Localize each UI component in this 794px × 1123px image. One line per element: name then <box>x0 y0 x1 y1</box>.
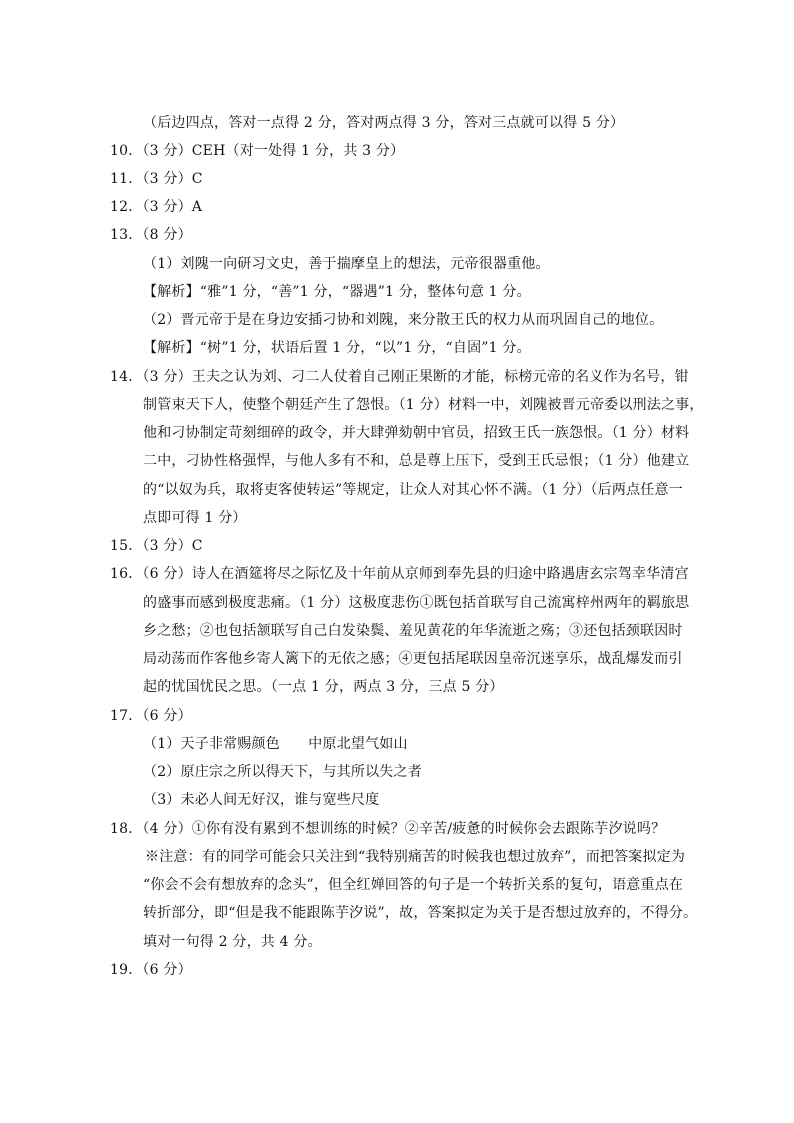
note-line: ※注意：有的同学可能会只关注到“我特别痛苦的时候我也想过放弃”，而把答案拟定为 <box>145 849 686 865</box>
text-line: “你会不会有想放弃的念头”，但全红婵回答的句子是一个转折关系的复句，语意重点在 <box>143 877 684 893</box>
analysis-line: 【解析】“树”1 分，状语后置 1 分，“以”1 分，“自固”1 分。 <box>143 340 531 356</box>
answer-10: 10．（3 分）CEH（对一处得 1 分，共 3 分） <box>110 143 405 159</box>
answer-11: 11．（3 分）C <box>110 171 203 187</box>
analysis-line: 【解析】“雅”1 分，“善”1 分，“器遇”1 分，整体句意 1 分。 <box>143 284 531 300</box>
text-line: 二中，刁协性格强悍，与他人多有不和，总是尊上压下，受到王氏忌恨；（1 分）他建立 <box>143 453 690 469</box>
text-line: 乡之愁；②也包括颔联写自己白发染鬓、羞见黄花的年华流逝之殇；③还包括颈联因时 <box>143 623 683 639</box>
text-line: （1）天子非常赐颜色 中原北望气如山 <box>143 736 408 752</box>
text-line: （1）刘隗一向研习文史，善于揣摩皇上的想法，元帝很器重他。 <box>143 256 550 272</box>
text-line: 的盛事而感到极度悲痛。（1 分）这极度悲伤①既包括首联写自己流寓梓州两年的羁旅思 <box>143 595 690 611</box>
answer-17: 17．（6 分） <box>110 708 192 724</box>
text-line: 转折部分，即“但是我不能跟陈芋汐说”，故，答案拟定为关于是否想过放弃的，不得分。 <box>143 905 698 921</box>
text-line: 他和刁协制定苛刻细碎的政令，并大肆弹劾朝中官员，招致王氏一族怨恨。（1 分）材料 <box>143 425 690 441</box>
text-line: （2）原庄宗之所以得天下，与其所以失之者 <box>143 764 422 780</box>
answer-18: 18．（4 分）①你有没有累到不想训练的时候？②辛苦/疲惫的时候你会去跟陈芋汐说吗？ <box>110 821 666 837</box>
text-line: 制管束天下人，使整个朝廷产生了怨恨。（1 分）材料一中，刘隗被晋元帝委以刑法之事， <box>143 397 704 413</box>
answer-14: 14．（3 分）王夫之认为刘、刁二人仗着自己刚正果断的才能，标榜元帝的名义作为名号，钳 <box>110 369 689 385</box>
answer-19: 19．（6 分） <box>110 962 192 978</box>
text-line: （后边四点，答对一点得 2 分，答对两点得 3 分，答对三点就可以得 5 分） <box>143 115 625 131</box>
text-line: （2）晋元帝于是在身边安插刁协和刘隗，来分散王氏的权力从而巩固自己的地位。 <box>143 312 664 328</box>
text-line: 起的忧国忧民之思。（一点 1 分，两点 3 分，三点 5 分） <box>143 679 504 695</box>
answer-13: 13．（8 分） <box>110 227 192 243</box>
answer-12: 12．（3 分）A <box>110 199 203 215</box>
text-line: 填对一句得 2 分，共 4 分。 <box>143 934 322 950</box>
answer-16: 16．（6 分）诗人在酒筵将尽之际忆及十年前从京师到奉先县的归途中路遇唐玄宗驾幸华清宫 <box>110 566 689 582</box>
text-line: 的“以奴为兵，取将吏客使转运”等规定，让众人对其心怀不满。（1 分）（后两点任意一 <box>143 482 683 498</box>
text-line: 局动荡而作客他乡寄人篱下的无依之感；④更包括尾联因皇帝沉迷享乐，战乱爆发而引 <box>143 651 683 667</box>
text-line: （3）未必人间无好汉，谁与宽些尺度 <box>143 792 380 808</box>
answer-15: 15．（3 分）C <box>110 538 203 554</box>
text-line: 点即可得 1 分） <box>143 510 247 526</box>
